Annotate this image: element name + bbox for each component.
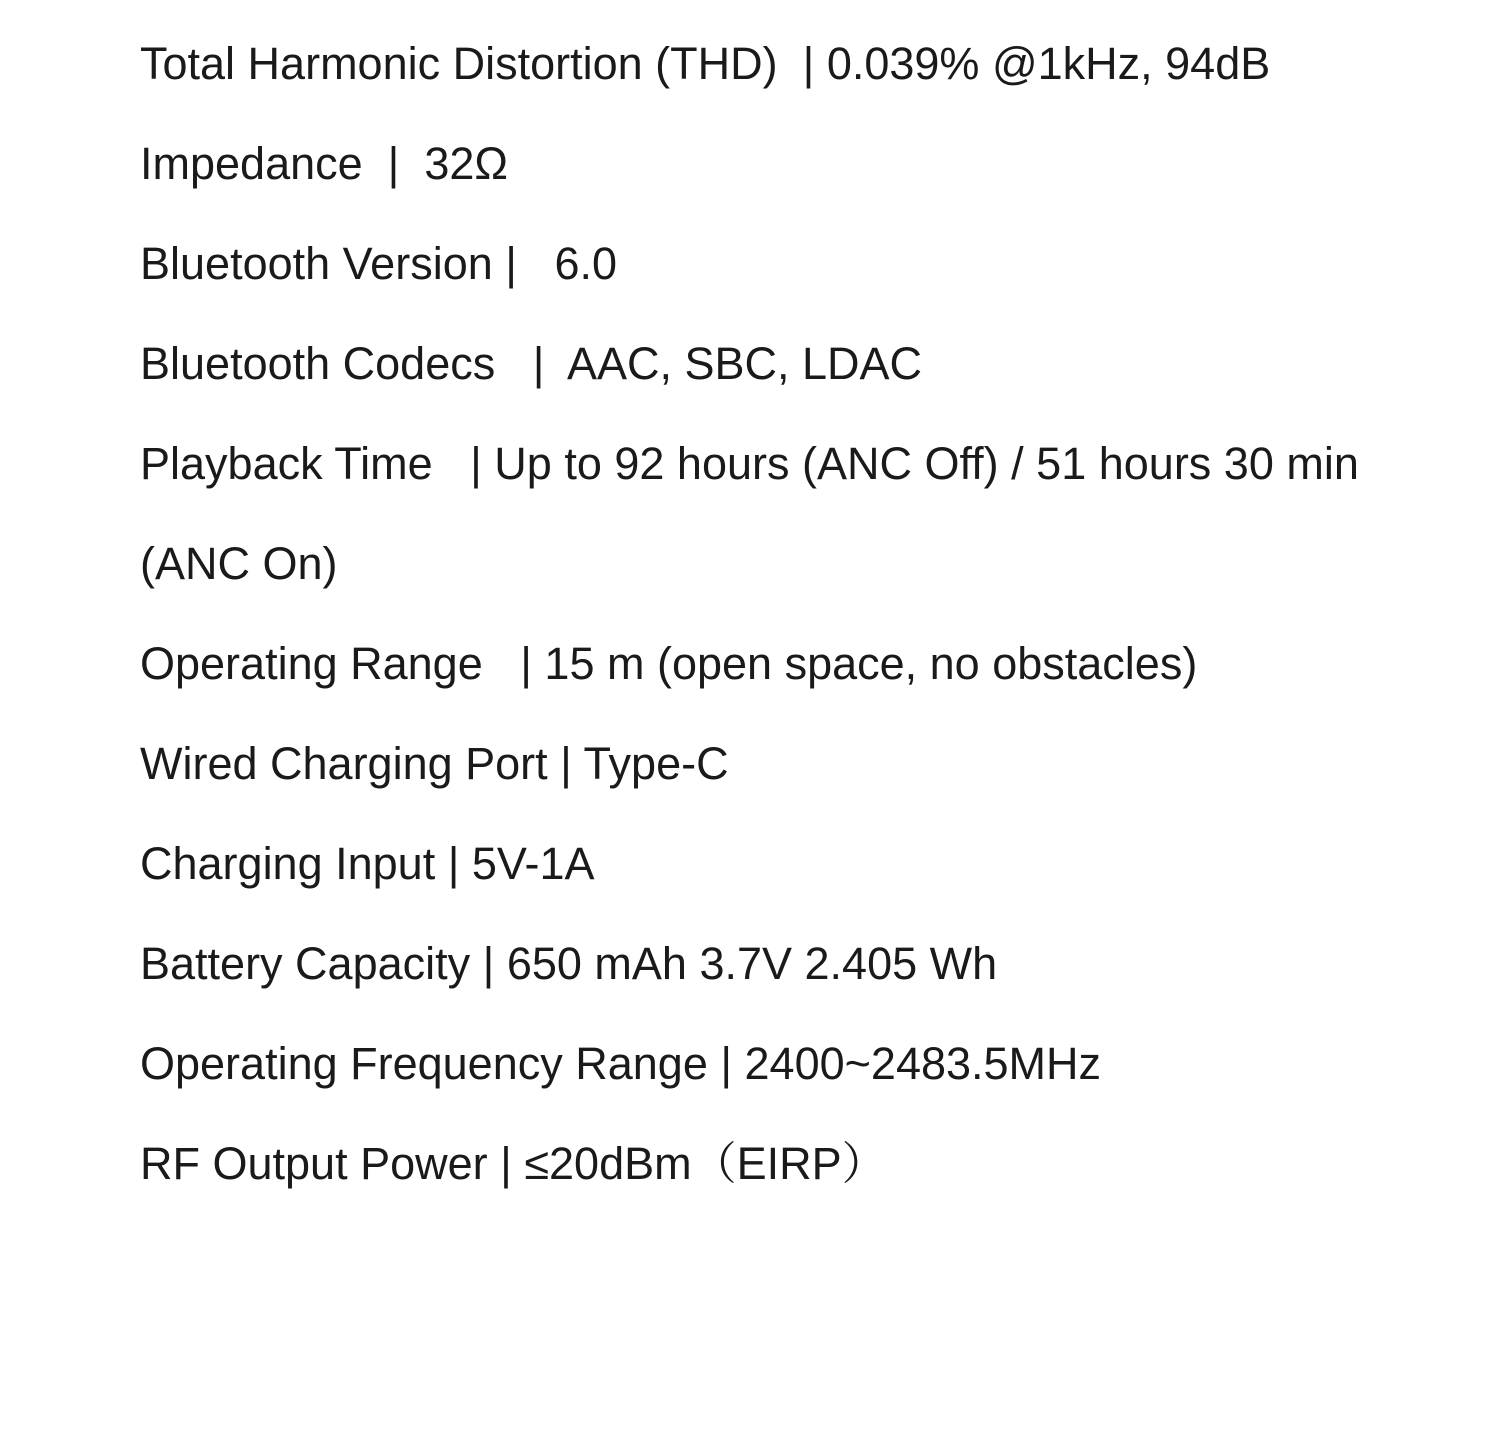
spec-line-charging-input: Charging Input | 5V-1A bbox=[140, 838, 595, 889]
spec-line-playback-time-continued: (ANC On) bbox=[140, 538, 338, 589]
spec-line-bluetooth-codecs: Bluetooth Codecs | AAC, SBC, LDAC bbox=[140, 338, 923, 389]
spec-line-playback-time: Playback Time | Up to 92 hours (ANC Off) / 51 hours 30 min bbox=[140, 438, 1359, 489]
spec-line-impedance: Impedance | 32Ω bbox=[140, 138, 509, 189]
spec-line-thd: Total Harmonic Distortion (THD) | 0.039% @1kHz, 94dB bbox=[140, 38, 1271, 89]
spec-line-bluetooth-version: Bluetooth Version | 6.0 bbox=[140, 238, 618, 289]
spec-line-battery-capacity: Battery Capacity | 650 mAh 3.7V 2.405 Wh bbox=[140, 938, 998, 989]
spec-line-wired-charging-port: Wired Charging Port | Type-C bbox=[140, 738, 729, 789]
spec-line-operating-range: Operating Range | 15 m (open space, no obstacles) bbox=[140, 638, 1198, 689]
spec-line-rf-output-power: RF Output Power | ≤20dBm（EIRP） bbox=[140, 1138, 887, 1189]
spec-list bbox=[140, 14, 1440, 1214]
spec-line-operating-frequency-range: Operating Frequency Range | 2400~2483.5MHz bbox=[140, 1038, 1102, 1089]
